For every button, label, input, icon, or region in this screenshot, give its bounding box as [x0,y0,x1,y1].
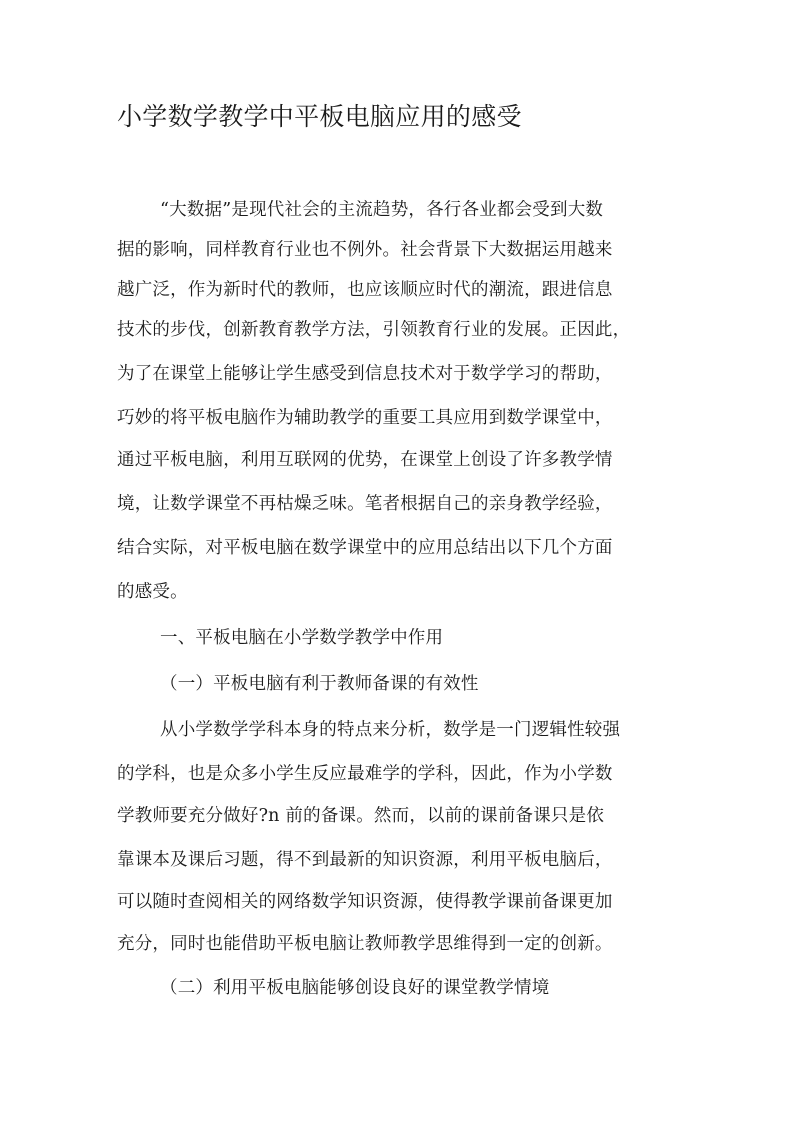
paragraph-line: 可以随时查阅相关的网络数学知识资源，使得教学课前备课更加 [117,892,613,912]
paragraph-line: 从小学数学学科本身的特点来分析，数学是一门逻辑性较强 [160,720,621,740]
paragraph-line: 境，让数学课堂不再枯燥乏味。笔者根据自己的亲身教学经验， [117,494,613,514]
paragraph-line: 的学科，也是众多小学生反应最难学的学科，因此，作为小学数 [117,764,613,784]
paragraph-line: 的感受。 [117,582,188,602]
paragraph-line: 通过平板电脑，利用互联网的优势，在课堂上创设了许多教学情 [117,450,613,470]
document-title: 小学数学教学中平板电脑应用的感受 [117,102,522,131]
paragraph-line: 技术的步伐，创新教育教学方法，引领教育行业的发展。正因此， [117,320,631,340]
paragraph-line: 巧妙的将平板电脑作为辅助教学的重要工具应用到数学课堂中， [117,408,613,428]
paragraph-line: 据的影响，同样教育行业也不例外。社会背景下大数据运用越来 [117,240,613,260]
paragraph-line: 学教师要充分做好?n 前的备课。然而，以前的课前备课只是依 [117,806,605,826]
subsection-heading: （二）利用平板电脑能够创设良好的课堂教学情境 [160,978,550,998]
paragraph-line: 充分，同时也能借助平板电脑让教师教学思维得到一定的创新。 [117,934,613,954]
paragraph-line: 结合实际，对平板电脑在数学课堂中的应用总结出以下几个方面 [117,538,613,558]
subsection-heading: （一）平板电脑有利于教师备课的有效性 [160,674,479,694]
paragraph-line: 为了在课堂上能够让学生感受到信息技术对于数学学习的帮助， [117,364,613,384]
paragraph-line: “大数据”是现代社会的主流趋势，各行各业都会受到大数 [160,200,604,220]
paragraph-line: 靠课本及课后习题，得不到最新的知识资源，利用平板电脑后， [117,850,613,870]
paragraph-line: 越广泛，作为新时代的教师，也应该顺应时代的潮流，跟进信息 [117,280,613,300]
section-heading: 一、平板电脑在小学数学教学中作用 [160,628,444,648]
